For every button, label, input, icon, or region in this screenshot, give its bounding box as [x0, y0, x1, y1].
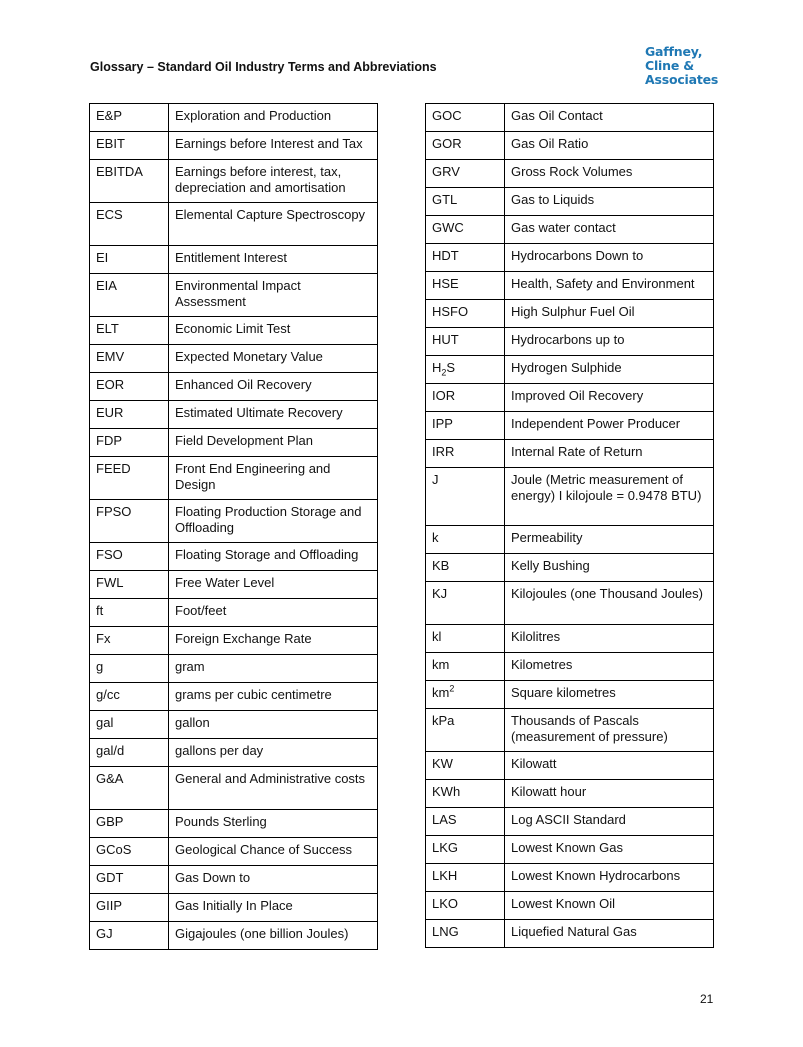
term-cell: Lowest Known Gas — [505, 836, 714, 864]
abbr-cell: IOR — [426, 384, 505, 412]
glossary-table-left — [89, 103, 378, 950]
abbr-cell: FPSO — [90, 500, 169, 543]
term-cell: Foreign Exchange Rate — [169, 627, 378, 655]
abbr-cell: FDP — [90, 429, 169, 457]
table-row — [426, 412, 714, 440]
table-row — [90, 274, 378, 317]
table-row — [426, 300, 714, 328]
abbr-cell: EIA — [90, 274, 169, 317]
term-cell: Kilowatt hour — [505, 780, 714, 808]
term-cell: Estimated Ultimate Recovery — [169, 401, 378, 429]
term-cell: Pounds Sterling — [169, 810, 378, 838]
term-cell: gallons per day — [169, 739, 378, 767]
term-cell: Gas Initially In Place — [169, 894, 378, 922]
abbr-cell: gal/d — [90, 739, 169, 767]
term-cell: Gas to Liquids — [505, 188, 714, 216]
term-cell: Kilojoules (one Thousand Joules) — [505, 582, 714, 625]
abbr-cell: G&A — [90, 767, 169, 810]
table-row — [90, 767, 378, 810]
table-row — [426, 625, 714, 653]
table-row — [426, 384, 714, 412]
table-row — [426, 709, 714, 752]
term-cell: Earnings before interest, tax, depreciation and amortisation — [169, 160, 378, 203]
abbr-cell: HSFO — [426, 300, 505, 328]
abbr-cell: kl — [426, 625, 505, 653]
table-row — [426, 328, 714, 356]
table-row — [90, 457, 378, 500]
abbr-cell: LNG — [426, 920, 505, 948]
term-cell: gallon — [169, 711, 378, 739]
abbr-cell: ELT — [90, 317, 169, 345]
abbr-cell: FEED — [90, 457, 169, 500]
abbr-cell: km — [426, 653, 505, 681]
term-cell: Floating Production Storage and Offloading — [169, 500, 378, 543]
abbr-cell: g/cc — [90, 683, 169, 711]
table-row — [90, 711, 378, 739]
abbr-cell: k — [426, 526, 505, 554]
table-row — [90, 683, 378, 711]
term-cell: Internal Rate of Return — [505, 440, 714, 468]
abbr-cell: KJ — [426, 582, 505, 625]
abbr-cell — [426, 681, 505, 709]
abbr-cell: gal — [90, 711, 169, 739]
abbr-cell: HDT — [426, 244, 505, 272]
abbr-cell: GOR — [426, 132, 505, 160]
glossary-table-right — [425, 103, 714, 948]
table-row — [426, 160, 714, 188]
term-cell: Liquefied Natural Gas — [505, 920, 714, 948]
abbr-cell — [426, 356, 505, 384]
table-row — [90, 543, 378, 571]
abbr-subscript: 2 — [441, 367, 447, 378]
abbr-cell: EI — [90, 246, 169, 274]
term-cell: grams per cubic centimetre — [169, 683, 378, 711]
term-cell: Thousands of Pascals (measurement of pressure) — [505, 709, 714, 752]
term-cell: Free Water Level — [169, 571, 378, 599]
term-cell: Gas Down to — [169, 866, 378, 894]
term-cell: Gas water contact — [505, 216, 714, 244]
abbr-cell: EMV — [90, 345, 169, 373]
term-cell: Foot/feet — [169, 599, 378, 627]
abbr-cell: g — [90, 655, 169, 683]
table-row — [426, 272, 714, 300]
table-row — [90, 373, 378, 401]
abbr-cell: ECS — [90, 203, 169, 246]
table-row — [90, 571, 378, 599]
term-cell: Hydrocarbons Down to — [505, 244, 714, 272]
term-cell: Gross Rock Volumes — [505, 160, 714, 188]
table-row — [426, 132, 714, 160]
table-row — [90, 246, 378, 274]
term-cell: Front End Engineering and Design — [169, 457, 378, 500]
logo-line-2: Cline & — [645, 58, 694, 73]
table-row — [90, 894, 378, 922]
table-row — [90, 599, 378, 627]
term-cell: Kilolitres — [505, 625, 714, 653]
table-row — [426, 244, 714, 272]
abbr-cell: E&P — [90, 104, 169, 132]
abbr-cell: GCoS — [90, 838, 169, 866]
abbr-cell: FWL — [90, 571, 169, 599]
term-cell: Field Development Plan — [169, 429, 378, 457]
table-row — [426, 582, 714, 625]
table-row — [426, 836, 714, 864]
term-cell: Exploration and Production — [169, 104, 378, 132]
table-row — [90, 203, 378, 246]
abbr-cell: LKG — [426, 836, 505, 864]
table-row — [90, 401, 378, 429]
abbr-cell: LAS — [426, 808, 505, 836]
abbr-cell: EUR — [90, 401, 169, 429]
abbr-cell: Fx — [90, 627, 169, 655]
table-row — [90, 838, 378, 866]
term-cell: Economic Limit Test — [169, 317, 378, 345]
term-cell: Floating Storage and Offloading — [169, 543, 378, 571]
term-cell: Expected Monetary Value — [169, 345, 378, 373]
term-cell: Square kilometres — [505, 681, 714, 709]
abbr-cell: HSE — [426, 272, 505, 300]
logo-line-1: Gaffney, — [645, 44, 703, 59]
table-row — [426, 188, 714, 216]
abbr-cell: KB — [426, 554, 505, 582]
table-row — [426, 752, 714, 780]
term-cell: Gas Oil Contact — [505, 104, 714, 132]
term-cell: Enhanced Oil Recovery — [169, 373, 378, 401]
table-row — [426, 356, 714, 384]
page-number: 21 — [700, 992, 714, 1006]
table-row — [90, 810, 378, 838]
table-row — [426, 681, 714, 709]
table-row — [426, 468, 714, 526]
table-row — [426, 920, 714, 948]
table-row — [426, 864, 714, 892]
term-cell: Log ASCII Standard — [505, 808, 714, 836]
term-cell: Entitlement Interest — [169, 246, 378, 274]
term-cell: Lowest Known Hydrocarbons — [505, 864, 714, 892]
table-row — [426, 440, 714, 468]
abbr-cell: LKH — [426, 864, 505, 892]
table-row — [90, 866, 378, 894]
table-row — [426, 554, 714, 582]
abbr-cell: GDT — [90, 866, 169, 894]
abbr-cell: GIIP — [90, 894, 169, 922]
table-row — [90, 160, 378, 203]
abbr-cell: GRV — [426, 160, 505, 188]
abbr-end: S — [446, 360, 456, 375]
term-cell: gram — [169, 655, 378, 683]
table-row — [90, 104, 378, 132]
abbr-cell: FSO — [90, 543, 169, 571]
table-row — [426, 526, 714, 554]
abbr-main: km — [432, 685, 450, 700]
table-row — [426, 780, 714, 808]
term-cell: Lowest Known Oil — [505, 892, 714, 920]
abbr-cell: EOR — [90, 373, 169, 401]
page-title: Glossary – Standard Oil Industry Terms and Abbreviations — [90, 60, 437, 74]
term-cell: Improved Oil Recovery — [505, 384, 714, 412]
table-row — [90, 627, 378, 655]
table-row — [426, 216, 714, 244]
term-cell: Gas Oil Ratio — [505, 132, 714, 160]
term-cell: Elemental Capture Spectroscopy — [169, 203, 378, 246]
abbr-cell: KW — [426, 752, 505, 780]
table-row — [90, 922, 378, 950]
term-cell: Kilowatt — [505, 752, 714, 780]
term-cell: Hydrogen Sulphide — [505, 356, 714, 384]
term-cell: Environmental Impact Assessment — [169, 274, 378, 317]
company-logo — [645, 45, 718, 87]
abbr-cell: ft — [90, 599, 169, 627]
abbr-main: H — [432, 360, 442, 375]
term-cell: General and Administrative costs — [169, 767, 378, 810]
table-row — [90, 317, 378, 345]
abbr-cell: KWh — [426, 780, 505, 808]
term-cell: Joule (Metric measurement of energy) I kilojoule = 0.9478 BTU) — [505, 468, 714, 526]
abbr-cell: GOC — [426, 104, 505, 132]
term-cell: Hydrocarbons up to — [505, 328, 714, 356]
table-row — [90, 132, 378, 160]
abbr-cell: HUT — [426, 328, 505, 356]
abbr-cell: EBITDA — [90, 160, 169, 203]
term-cell: Permeability — [505, 526, 714, 554]
abbr-cell: GTL — [426, 188, 505, 216]
abbr-cell: LKO — [426, 892, 505, 920]
table-row — [90, 739, 378, 767]
abbr-cell: IPP — [426, 412, 505, 440]
abbr-cell: GWC — [426, 216, 505, 244]
term-cell: Independent Power Producer — [505, 412, 714, 440]
term-cell: Kelly Bushing — [505, 554, 714, 582]
logo-line-3: Associates — [645, 72, 719, 87]
term-cell: Kilometres — [505, 653, 714, 681]
table-row — [90, 655, 378, 683]
table-row — [90, 500, 378, 543]
table-row — [426, 892, 714, 920]
abbr-cell: J — [426, 468, 505, 526]
table-row — [426, 808, 714, 836]
abbr-cell: EBIT — [90, 132, 169, 160]
term-cell: Geological Chance of Success — [169, 838, 378, 866]
abbr-cell: kPa — [426, 709, 505, 752]
term-cell: Health, Safety and Environment — [505, 272, 714, 300]
term-cell: High Sulphur Fuel Oil — [505, 300, 714, 328]
table-row — [426, 653, 714, 681]
abbr-cell: GJ — [90, 922, 169, 950]
table-row — [90, 429, 378, 457]
table-row — [90, 345, 378, 373]
table-row — [426, 104, 714, 132]
abbr-superscript: 2 — [449, 683, 455, 694]
term-cell: Gigajoules (one billion Joules) — [169, 922, 378, 950]
abbr-cell: IRR — [426, 440, 505, 468]
term-cell: Earnings before Interest and Tax — [169, 132, 378, 160]
abbr-cell: GBP — [90, 810, 169, 838]
